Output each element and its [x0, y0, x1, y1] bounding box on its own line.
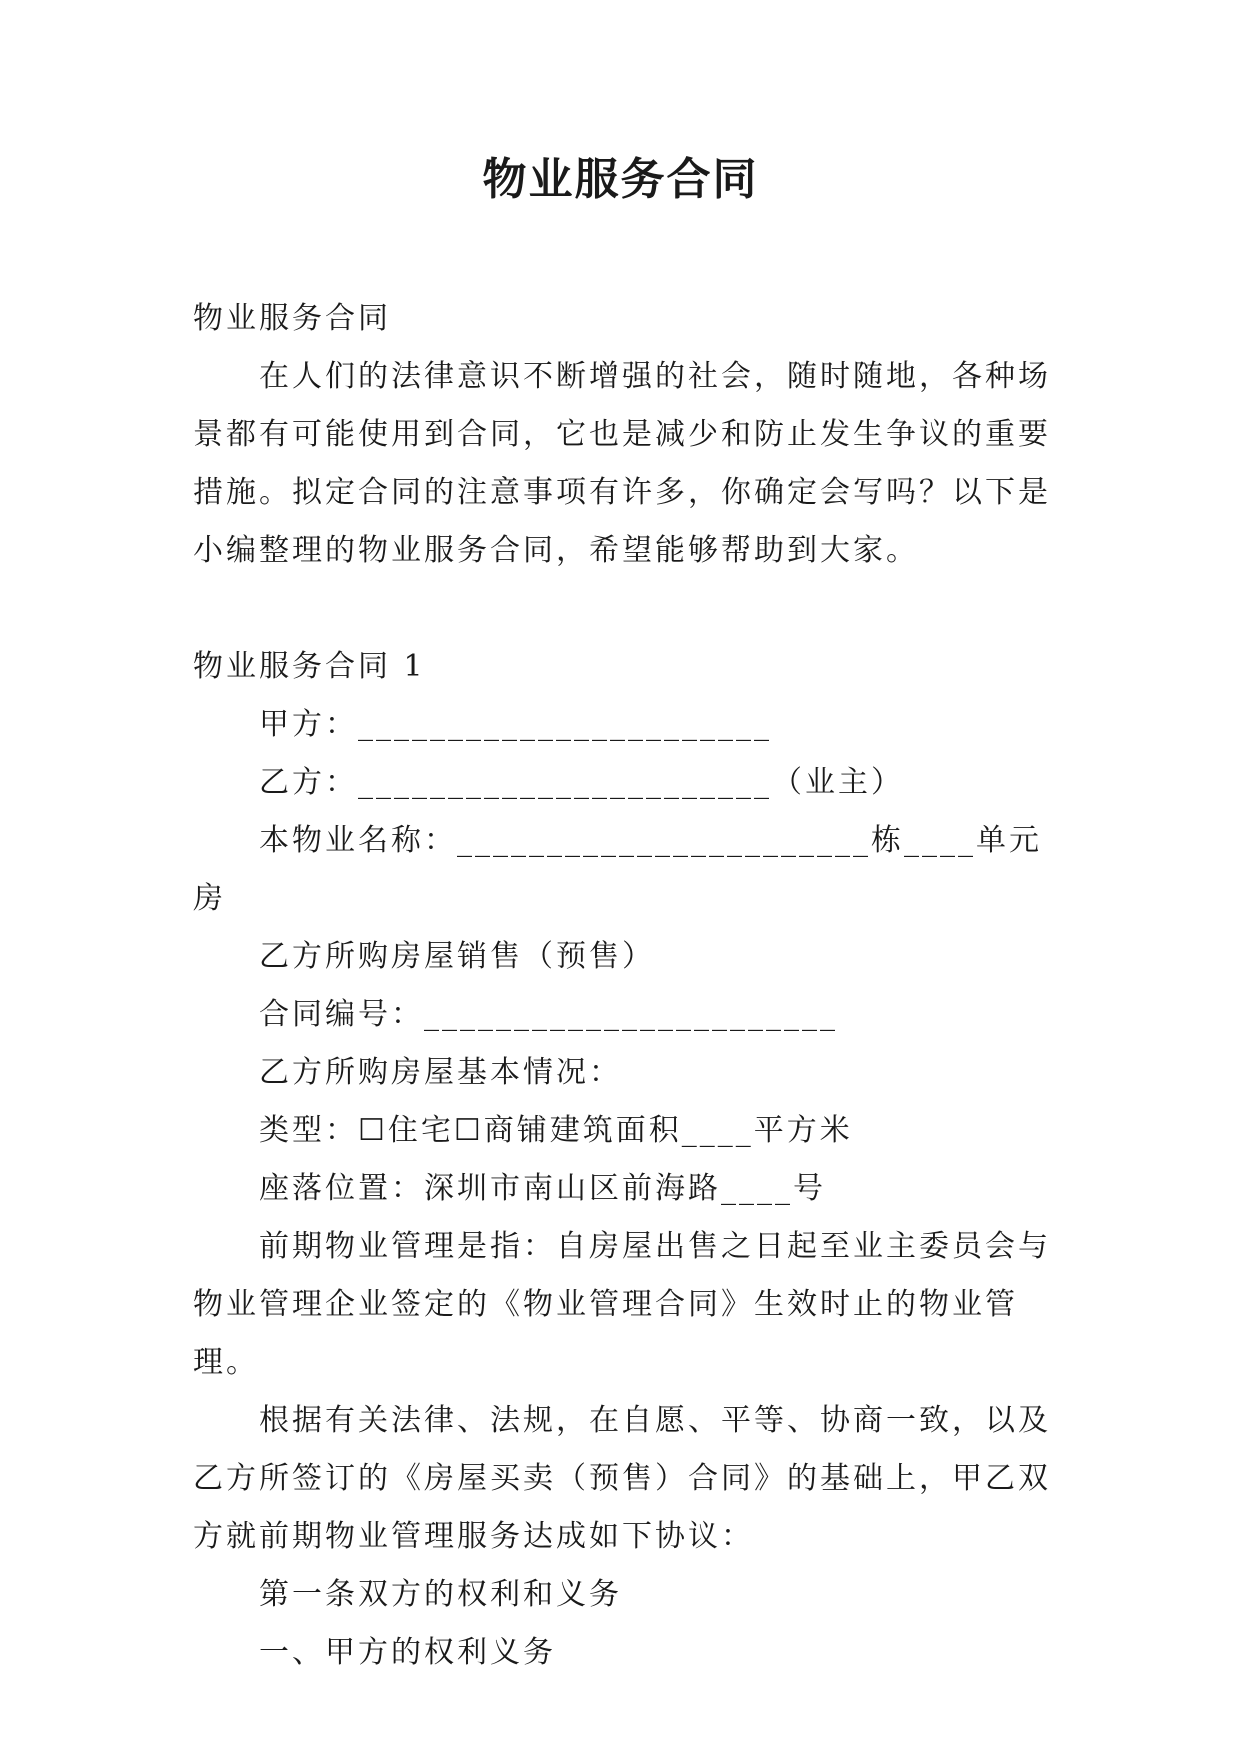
basis-paragraph: 根据有关法律、法规，在自愿、平等、协商一致，以及乙方所签订的《房屋买卖（预售）合同》的基础上，甲乙双方就前期物业管理服务达成如下协议：	[193, 1403, 1051, 1554]
purchase-sale-line: 乙方所购房屋销售（预售）	[259, 939, 655, 974]
type-line: 类型：☐住宅☐商铺建筑面积____平方米	[259, 1113, 853, 1148]
party-a-rights-heading: 一、甲方的权利义务	[259, 1635, 556, 1670]
section-heading: 物业服务合同 1	[193, 649, 426, 684]
party-b-line: 乙方：_______________________（业主）	[259, 765, 904, 800]
property-name-line: 本物业名称：_______________________栋____单元房	[193, 823, 1042, 916]
contract-number-line: 合同编号：_______________________	[259, 997, 838, 1032]
intro-paragraph: 在人们的法律意识不断增强的社会，随时随地，各种场景都有可能使用到合同，它也是减少和防止发生争议的重要措施。拟定合同的注意事项有许多，你确定会写吗？以下是小编整理的物业服务合同，希望能够帮助到大家。	[193, 359, 1051, 568]
definition-paragraph: 前期物业管理是指：自房屋出售之日起至业主委员会与物业管理企业签定的《物业管理合同》生效时止的物业管理。	[193, 1229, 1051, 1380]
basic-info-line: 乙方所购房屋基本情况：	[259, 1055, 622, 1090]
document-title: 物业服务合同	[482, 154, 759, 205]
article-one-heading: 第一条双方的权利和义务	[259, 1577, 622, 1612]
document-subtitle: 物业服务合同	[193, 301, 391, 336]
document-body	[193, 290, 1053, 1682]
party-a-line: 甲方：_______________________	[259, 707, 772, 742]
location-line: 座落位置：深圳市南山区前海路____号	[259, 1171, 826, 1206]
paragraph-spacer	[193, 580, 1053, 638]
